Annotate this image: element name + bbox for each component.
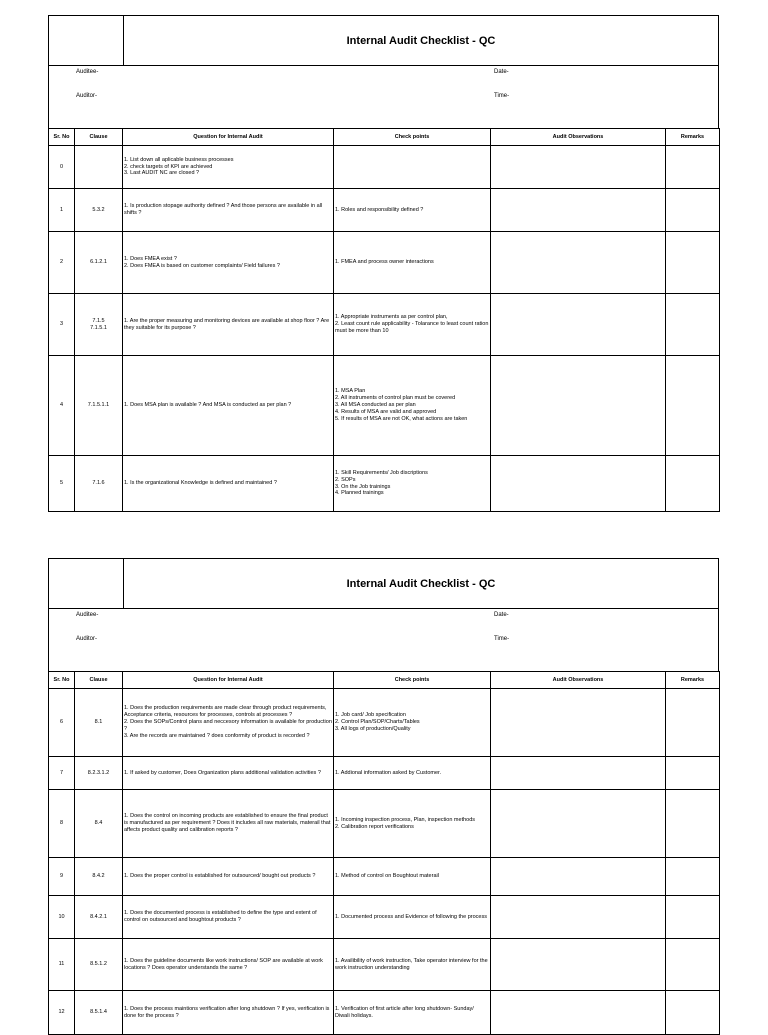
question-line: 2. check targets of KPI are achieved [124, 163, 213, 170]
audit-observation-cell[interactable] [491, 991, 666, 1035]
checklist-sheet-2 [48, 558, 719, 1035]
clause-cell [75, 189, 123, 232]
audit-observation-cell[interactable] [491, 896, 666, 939]
check-points-cell [334, 689, 491, 757]
table-row [49, 790, 720, 858]
sr-no-cell: 1 [49, 189, 75, 232]
auditee-label: Auditee- [76, 612, 99, 618]
sr-no-cell: 7 [49, 757, 75, 790]
audit-observation-cell[interactable] [491, 146, 666, 189]
audit-observation-cell[interactable] [491, 232, 666, 294]
question-line: 1. List down all aplicable business processes [124, 156, 234, 163]
clause-text: 8.2.3.1.2 [87, 769, 110, 776]
question-line: 1. Does the process maintions verification after long shutdown ? If yes, verification is done for the process ? [124, 1005, 330, 1019]
audit-observation-cell[interactable] [491, 294, 666, 356]
check-point-line: 1. FMEA and process owner interactions [335, 259, 434, 266]
auditor-label: Auditor- [76, 93, 98, 99]
clause-text: 6.1.2.1 [90, 259, 107, 266]
col-clause: Clause [75, 672, 123, 689]
check-points-cell [334, 757, 491, 790]
sr-no-cell: 5 [49, 456, 75, 512]
question-cell [123, 757, 334, 790]
remarks-cell[interactable] [666, 991, 720, 1035]
check-point-line: 2. Least count rule applicability - Tolarance to least count ration must be more than 10 [335, 321, 489, 334]
clause-text: 8.1 [94, 719, 103, 726]
check-point-line: 1. Verification of first article after long shutdown- Sunday/ Diwali holidays. [335, 1005, 474, 1019]
clause-cell [75, 858, 123, 896]
check-points-cell [334, 790, 491, 858]
question-cell [123, 858, 334, 896]
remarks-cell[interactable] [666, 189, 720, 232]
clause-text: 5.3.2 [92, 206, 105, 213]
question-line: 1. Does the proper control is established for outsourced/ bought out products ? [124, 873, 316, 880]
table-header-row [49, 129, 720, 146]
date-label: Date- [494, 612, 509, 618]
question-cell [123, 189, 334, 232]
check-point-line: 1. Addional information asked by Customer. [335, 769, 442, 776]
clause-cell [75, 146, 123, 189]
clause-cell [75, 896, 123, 939]
check-points-cell [334, 146, 491, 189]
table-row [49, 189, 720, 232]
question-cell [123, 356, 334, 456]
check-point-line: 4. Results of MSA are valid and approved [335, 408, 437, 415]
table-row [49, 356, 720, 456]
remarks-cell[interactable] [666, 146, 720, 189]
col-sr-no: Sr. No [49, 672, 75, 689]
question-line: 1. If asked by customer, Does Organization plans additional validation activities ? [124, 769, 321, 776]
question-cell [123, 991, 334, 1035]
check-point-line: 1. Documented process and Evidence of following the process [335, 913, 487, 920]
check-point-line: 1. Job card/ Job specification [335, 712, 406, 719]
check-points-cell [334, 896, 491, 939]
sr-no-cell: 4 [49, 356, 75, 456]
sr-no-cell: 8 [49, 790, 75, 858]
remarks-cell[interactable] [666, 689, 720, 757]
sr-no-cell: 12 [49, 991, 75, 1035]
check-points-cell [334, 356, 491, 456]
check-point-line: 1. MSA Plan [335, 388, 366, 395]
table-row [49, 858, 720, 896]
table-row [49, 991, 720, 1035]
question-line: 2. Does the SOPs/Control plans and neccesory information is available for production ? [124, 719, 332, 732]
clause-cell [75, 456, 123, 512]
col-question: Question for Internal Audit [123, 672, 334, 689]
audit-observation-cell[interactable] [491, 189, 666, 232]
clause-text: 8.5.1.4 [90, 1009, 107, 1016]
check-point-line: 1. Method of control on Boughtout materail [335, 873, 439, 880]
check-point-line: 2. Calibration report verifications [335, 823, 414, 830]
sheet-title: Internal Audit Checklist - QC [346, 577, 496, 590]
clause-text: 7.1.5 [92, 317, 105, 324]
audit-observation-cell[interactable] [491, 790, 666, 858]
col-sr-no: Sr. No [49, 129, 75, 146]
check-points-cell [334, 294, 491, 356]
question-line: 1. Is production stopage authority defined ? And those persons are available in all shifts ? [124, 203, 323, 216]
checklist-sheet-1 [48, 15, 719, 512]
audit-observation-cell[interactable] [491, 939, 666, 991]
audit-observation-cell[interactable] [491, 356, 666, 456]
question-line: 1. Does the production requirements are made clear through product requirements, Acceptance criteria, resources for processes, controls at processes ? [124, 705, 327, 719]
clause-cell [75, 232, 123, 294]
col-check-points: Check points [334, 672, 491, 689]
remarks-cell[interactable] [666, 232, 720, 294]
table-row [49, 689, 720, 757]
remarks-cell[interactable] [666, 790, 720, 858]
date-label: Date- [494, 69, 509, 75]
question-line: 1. Is the organizational Knowledge is defined and maintained ? [124, 480, 277, 487]
audit-observation-cell[interactable] [491, 689, 666, 757]
clause-text: 8.5.1.2 [90, 961, 107, 968]
sr-no-cell: 10 [49, 896, 75, 939]
sr-no-cell: 0 [49, 146, 75, 189]
remarks-cell[interactable] [666, 939, 720, 991]
check-points-cell [334, 232, 491, 294]
col-remarks: Remarks [666, 672, 720, 689]
question-line: 3. Last AUDIT NC are closed ? [124, 170, 200, 177]
remarks-cell[interactable] [666, 896, 720, 939]
table-row [49, 757, 720, 790]
question-line: 1. Does MSA plan is available ? And MSA is conducted as per plan ? [124, 402, 292, 409]
time-label: Time- [494, 93, 510, 99]
table-row [49, 232, 720, 294]
clause-text: 8.4.2.1 [90, 913, 107, 920]
remarks-cell[interactable] [666, 456, 720, 512]
check-point-line: 2. SOPs [335, 476, 356, 483]
table-row [49, 896, 720, 939]
question-cell [123, 294, 334, 356]
col-question: Question for Internal Audit [123, 129, 334, 146]
check-point-line: 3. All MSA conducted as per plan [335, 402, 416, 409]
question-line: 2. Does FMEA is based on customer complaints/ Field failures ? [124, 262, 280, 269]
clause-cell [75, 939, 123, 991]
sr-no-cell: 6 [49, 689, 75, 757]
logo-cell [49, 559, 124, 608]
check-points-cell [334, 991, 491, 1035]
check-point-line: 1. Roles and responsibility defined ? [335, 206, 424, 213]
clause-text: 7.1.6 [92, 480, 105, 487]
check-point-line: 1. Appropriate instruments as per control plan, [335, 314, 448, 321]
remarks-cell[interactable] [666, 294, 720, 356]
check-point-line: 3. All logs of production/Quality [335, 725, 411, 732]
col-check-points: Check points [334, 129, 491, 146]
table-row [49, 456, 720, 512]
sr-no-cell: 3 [49, 294, 75, 356]
time-label: Time- [494, 636, 510, 642]
col-audit-observations: Audit Observations [491, 129, 666, 146]
sr-no-cell: 9 [49, 858, 75, 896]
question-line: 1. Does the control on incoming products are established to ensure the final product is manufactured as per requirement ? Does it includes all raw materials, materail that affects product quality and calibration reports ? [124, 813, 331, 833]
question-cell [123, 939, 334, 991]
checklist-table [48, 128, 720, 512]
question-line: 1. Does the documented process is established to define the type and extent of control on outsourced and boughtout products ? [124, 910, 317, 923]
question-line: 1. Does FMEA exist ? [124, 255, 177, 262]
check-points-cell [334, 456, 491, 512]
sheet-header [48, 558, 719, 608]
remarks-cell[interactable] [666, 858, 720, 896]
table-row [49, 294, 720, 356]
check-point-line: 2. Control Plan/SOP/Charts/Tables [335, 719, 420, 726]
checklist-table [48, 671, 720, 1035]
check-point-line: 2. All instruments of control plan must be covered [335, 395, 456, 402]
question-cell [123, 689, 334, 757]
check-point-line: 1. Skill Requirements/ Job discriptions [335, 469, 428, 476]
clause-text: 8.4 [94, 820, 103, 827]
clause-text: 8.4.2 [92, 873, 105, 880]
check-points-cell [334, 858, 491, 896]
table-header-row [49, 672, 720, 689]
clause-cell [75, 689, 123, 757]
sheet-header [48, 15, 719, 65]
sheet-title: Internal Audit Checklist - QC [346, 34, 496, 47]
clause-text: 7.1.5.1.1 [87, 402, 110, 409]
check-point-line: 3. On the Job trainings [335, 483, 391, 490]
clause-cell [75, 356, 123, 456]
table-row [49, 146, 720, 189]
check-point-line: 1. Availibility of work instruction, Take operator interview for the work instruction understanding [335, 957, 488, 971]
clause-cell [75, 790, 123, 858]
sr-no-cell: 2 [49, 232, 75, 294]
sr-no-cell: 11 [49, 939, 75, 991]
clause-cell [75, 294, 123, 356]
audit-meta [48, 608, 719, 671]
question-cell [123, 232, 334, 294]
table-row [49, 939, 720, 991]
remarks-cell[interactable] [666, 757, 720, 790]
check-points-cell [334, 939, 491, 991]
question-line: 1. Are the proper measuring and monitoring devices are available at shop floor ? Are they suitable for its purpose ? [124, 317, 330, 331]
logo-cell [49, 16, 124, 65]
check-point-line: 1. Incoming inspection process, Plan, inspection methods [335, 816, 476, 823]
clause-cell [75, 991, 123, 1035]
col-remarks: Remarks [666, 129, 720, 146]
audit-observation-cell[interactable] [491, 456, 666, 512]
question-cell [123, 896, 334, 939]
question-line: 3. Are the records are maintained ? does conformity of product is recorded ? [124, 732, 310, 739]
check-point-line: 4. Planned trainings [335, 490, 384, 497]
question-cell [123, 146, 334, 189]
question-line: 1. Does the guideline documents like work instructions/ SOP are available at work locations ? Does operator understands the same ? [124, 957, 323, 971]
clause-text: 7.1.5.1 [90, 324, 107, 331]
check-point-line: 5. If results of MSA are not OK, what actions are taken [335, 415, 468, 422]
question-cell [123, 790, 334, 858]
col-audit-observations: Audit Observations [491, 672, 666, 689]
audit-observation-cell[interactable] [491, 858, 666, 896]
audit-meta [48, 65, 719, 128]
auditee-label: Auditee- [76, 69, 99, 75]
remarks-cell[interactable] [666, 356, 720, 456]
auditor-label: Auditor- [76, 636, 98, 642]
audit-observation-cell[interactable] [491, 757, 666, 790]
clause-cell [75, 757, 123, 790]
question-cell [123, 456, 334, 512]
check-points-cell [334, 189, 491, 232]
col-clause: Clause [75, 129, 123, 146]
